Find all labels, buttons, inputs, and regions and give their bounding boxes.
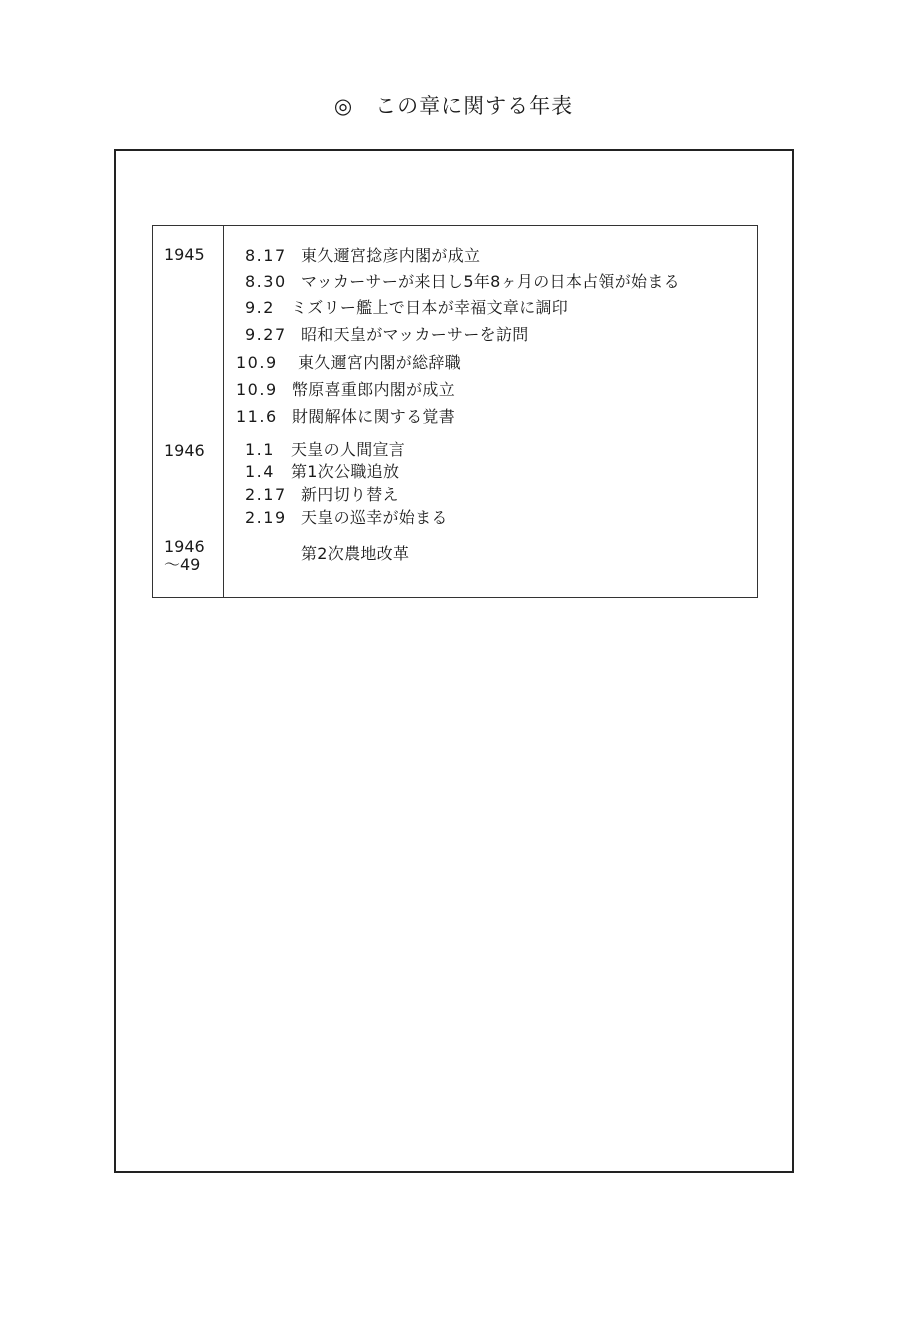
timeline-row	[245, 508, 448, 528]
column-divider	[223, 226, 224, 597]
year-range-label	[164, 538, 205, 574]
event-date: 11.6	[236, 407, 278, 426]
event-text: 昭和天皇がマッカーサーを訪問	[301, 325, 529, 344]
timeline-row	[245, 440, 405, 460]
year-range-end: ～49	[164, 555, 201, 574]
year-label: 1945	[164, 245, 205, 264]
event-date: 1.1	[245, 440, 275, 459]
event-text: ミズリー艦上で日本が幸福文章に調印	[291, 298, 569, 317]
timeline-row	[236, 353, 461, 373]
timeline-row	[245, 246, 480, 266]
timeline-row	[245, 325, 529, 345]
event-date: 2.19	[245, 508, 287, 527]
event-date: 9.2	[245, 298, 275, 317]
timeline-row	[245, 485, 399, 505]
event-text: 東久邇宮捻彦内閣が成立	[301, 246, 481, 265]
event-date: 10.9	[236, 353, 278, 372]
timeline-row	[245, 272, 680, 292]
event-text: マッカーサーが来日し5年8ヶ月の日本占領が始まる	[301, 272, 680, 291]
timeline-row	[236, 380, 455, 400]
event-text: 財閥解体に関する覚書	[292, 407, 456, 426]
year-range-start: 1946	[164, 537, 205, 556]
event-text: 天皇の人間宣言	[291, 440, 406, 459]
year-label: 1946	[164, 441, 205, 460]
event-date: 9.27	[245, 325, 287, 344]
event-text: 第1次公職追放	[291, 462, 400, 481]
event-date: 8.17	[245, 246, 287, 265]
event-text: 天皇の巡幸が始まる	[301, 508, 448, 527]
event-date: 2.17	[245, 485, 287, 504]
event-text: 幣原喜重郎内閣が成立	[292, 380, 456, 399]
page-title: ◎ この章に関する年表	[333, 94, 574, 118]
event-date: 1.4	[245, 462, 275, 481]
event-text: 新円切り替え	[301, 485, 399, 504]
event-date: 8.30	[245, 272, 287, 291]
event-text: 東久邇宮内閣が総辞職	[298, 353, 462, 372]
timeline-row	[245, 298, 568, 318]
timeline-row	[301, 544, 409, 564]
event-text: 第2次農地改革	[301, 544, 410, 563]
timeline-table	[152, 225, 758, 598]
timeline-row	[236, 407, 455, 427]
event-date: 10.9	[236, 380, 278, 399]
timeline-row	[245, 462, 399, 482]
